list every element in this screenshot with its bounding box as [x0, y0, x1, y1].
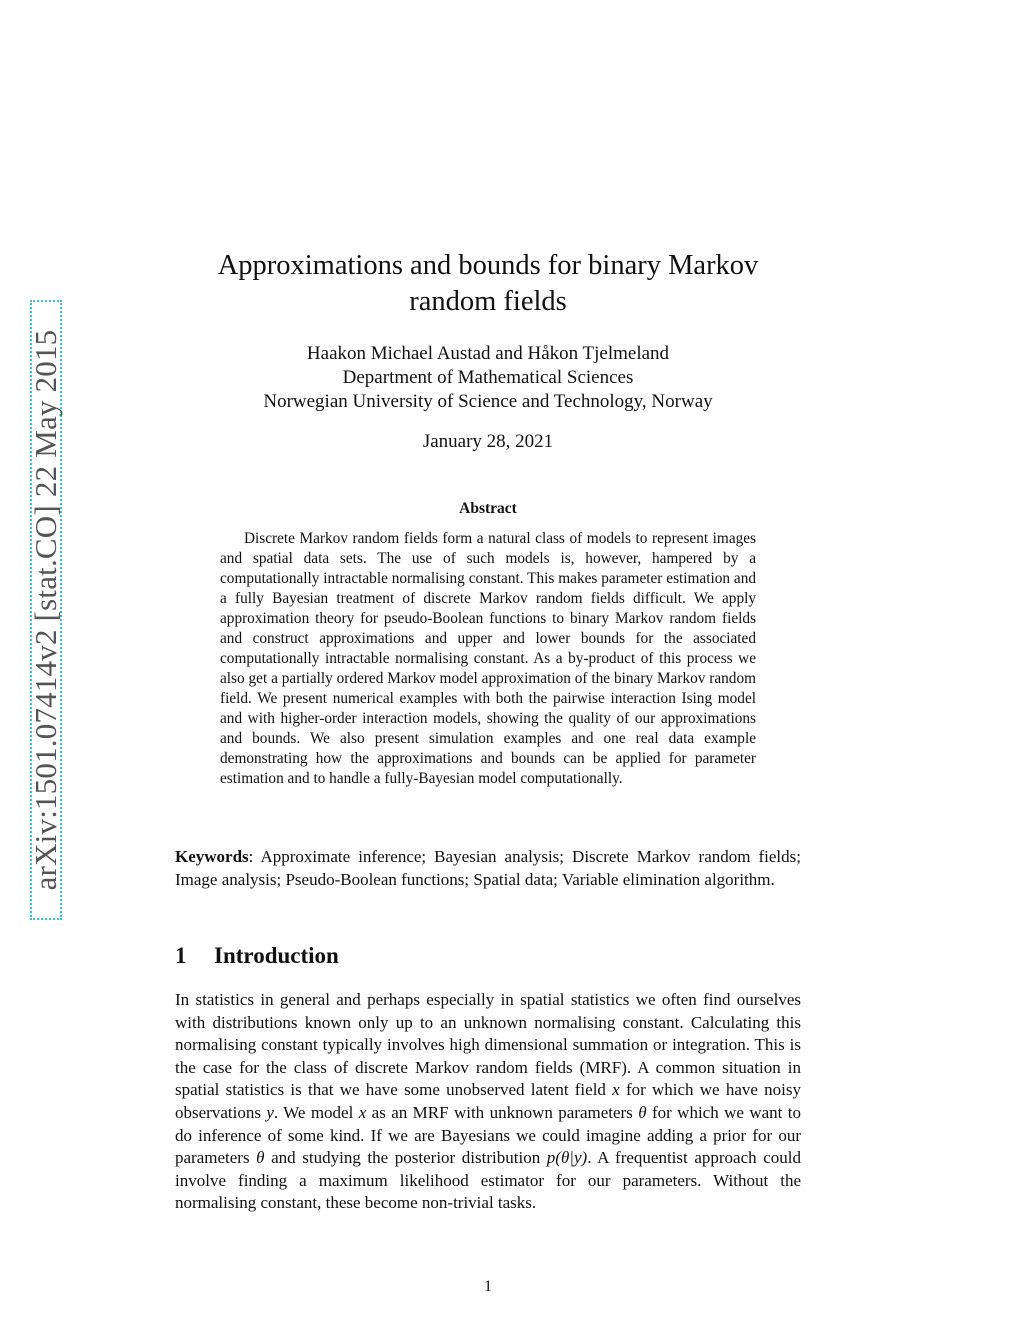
title-line: random fields [409, 286, 567, 317]
math-y: y [266, 1102, 274, 1122]
abstract-text: Discrete Markov random fields form a natural class of models to represent images and spatial data sets. The use of such models is, however, hampered by a computationally intractable normalising constant. This makes parameter estimation and a fully Bayesian treatment of discrete Markov random fields difficult. We apply approximation theory for pseudo-Boolean functions to binary Markov random fields and construct approximations and upper and lower bounds for the associated computationally intractable normalising constant. As a by-product of this process we also get a partially ordered Markov model approximation of the binary Markov random field. We present numerical examples with both the pairwise interaction Ising model and with higher-order interaction models, showing the quality of our approximations and bounds. We also present simulation examples and one real data example demonstrating how the approximations and bounds can be applied for parameter estimation and to handle a fully-Bayesian model computationally. [220, 530, 756, 787]
math-theta: θ [638, 1102, 647, 1122]
section-title: Introduction [214, 943, 339, 968]
introduction-paragraph [175, 989, 801, 1215]
author-institution: Norwegian University of Science and Technology, Norway [263, 391, 713, 412]
section-number: 1 [175, 943, 187, 968]
paper-title [175, 248, 801, 320]
intro-text: as an MRF with unknown parameters [366, 1102, 639, 1122]
author-department: Department of Mathematical Sciences [342, 367, 634, 388]
section-heading [175, 943, 339, 969]
intro-text: . We model [273, 1102, 359, 1122]
intro-text: In statistics in general and perhaps especially in spatial statistics we often find ourselves with distributions known only up to an unknown normalising constant. Calculating this normalising constant typically involves high dimensional summation or integration. This is the case for the class of discrete Markov random fields (MRF). A common situation in spatial statistics is that we have some unobserved latent field [175, 990, 801, 1100]
math-x: x [358, 1102, 367, 1122]
paper-date: January 28, 2021 [422, 431, 554, 452]
intro-text: . A frequentist approach could involve finding a maximum likelihood estimator for our parameters. Without the normalising constant, these become non-trivial tasks. [175, 1148, 801, 1213]
intro-text: and studying the posterior distribution [264, 1148, 547, 1168]
math-theta: θ [256, 1148, 265, 1168]
title-line: Approximations and bounds for binary Markov [217, 250, 759, 281]
keywords-label: Keywords [175, 847, 249, 866]
author-block [175, 342, 801, 414]
page-number: 1 [484, 1278, 492, 1295]
math-x: x [612, 1080, 620, 1100]
keywords [175, 846, 801, 891]
abstract-heading: Abstract [459, 500, 517, 517]
math-posterior: p(θ|y) [546, 1148, 588, 1168]
author-names: Haakon Michael Austad and Håkon Tjelmeland [306, 343, 670, 364]
keywords-text: : Approximate inference; Bayesian analysis; Discrete Markov random fields; Image analysis; Pseudo-Boolean functions; Spatial data; Variable elimination algorithm. [175, 847, 801, 889]
intro-text: for which we want to do inference of some kind. If we are Bayesians we could imagine adding a prior for our parameters [175, 1102, 801, 1168]
arxiv-identifier[interactable]: arXiv:1501.07414v2 [stat.CO] 22 May 2015 [28, 329, 63, 891]
intro-text: for which we have noisy observations [175, 1080, 801, 1122]
